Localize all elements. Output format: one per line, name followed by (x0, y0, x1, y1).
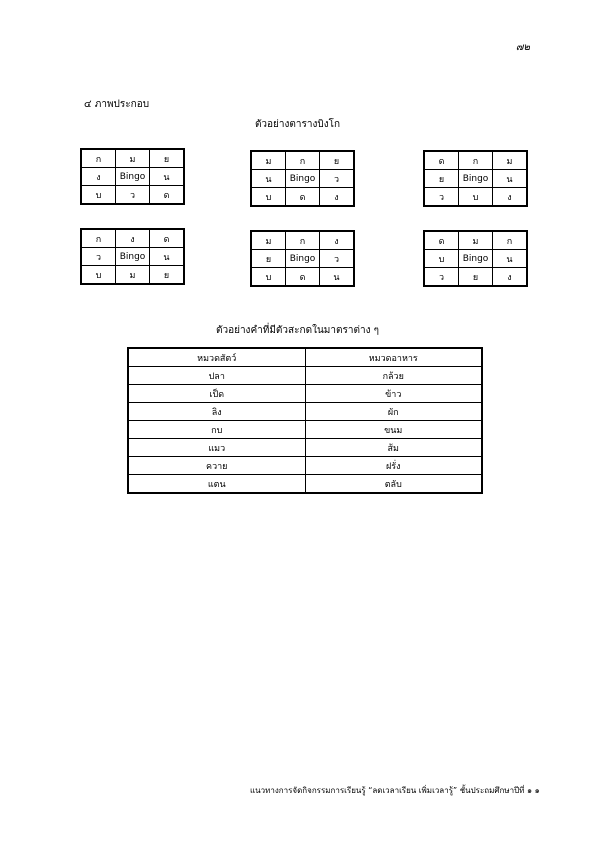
page-number: ๗๒ (515, 42, 530, 53)
table-cell: แมว (128, 439, 305, 457)
board-cell: ม (459, 231, 493, 250)
board-cell: ม (116, 266, 150, 285)
board-cell: ก (286, 151, 320, 170)
board-cell: บ (81, 186, 116, 205)
table-cell: ฝรั่ง (305, 457, 482, 475)
board-cell: ง (493, 188, 528, 207)
board-cell: ง (320, 188, 355, 207)
table-cell: กบ (128, 421, 305, 439)
board-cell: ก (493, 231, 528, 250)
table-row (128, 367, 482, 385)
board-cell: ง (116, 229, 150, 248)
board-cell: ง (320, 231, 355, 250)
column-header-animals: หมวดสัตว์ (128, 348, 305, 367)
board-cell: ก (81, 149, 116, 168)
board-cell: Bingo (459, 250, 493, 268)
board-cell: ว (320, 250, 355, 268)
table-cell: แตน (128, 475, 305, 494)
table-cell: กล้วย (305, 367, 482, 385)
column-header-food: หมวดอาหาร (305, 348, 482, 367)
board-cell: ว (320, 170, 355, 188)
table-cell: ส้ม (305, 439, 482, 457)
table-row (128, 385, 482, 403)
table-cell: ลิง (128, 403, 305, 421)
table-cell: ตลับ (305, 475, 482, 494)
board-cell: บ (459, 188, 493, 207)
board-cell: น (320, 268, 355, 287)
board-cell: ย (320, 151, 355, 170)
board-cell: น (493, 170, 528, 188)
board-cell: น (493, 250, 528, 268)
table-cell: ผัก (305, 403, 482, 421)
board-cell: ม (493, 151, 528, 170)
board-cell: ง (81, 168, 116, 186)
board-cell: ม (251, 231, 286, 250)
table-cell: ปลา (128, 367, 305, 385)
board-cell: บ (424, 250, 459, 268)
board-cell: น (150, 248, 185, 266)
table-cell: เป็ด (128, 385, 305, 403)
table-row (128, 475, 482, 494)
table-row (128, 457, 482, 475)
bingo-board-2 (250, 150, 355, 207)
board-cell: Bingo (286, 250, 320, 268)
board-cell: Bingo (116, 248, 150, 266)
board-cell: ม (251, 151, 286, 170)
board-cell: ด (286, 188, 320, 207)
section-heading: ๔ ภาพประกอบ (84, 99, 150, 110)
board-cell: ย (150, 149, 185, 168)
board-cell: ด (150, 186, 185, 205)
board-cell: ก (81, 229, 116, 248)
board-cell: ว (424, 188, 459, 207)
board-cell: น (251, 170, 286, 188)
bingo-board-1 (80, 148, 185, 205)
board-cell: ม (116, 149, 150, 168)
bingo-board-4 (80, 228, 185, 285)
board-cell: ด (150, 229, 185, 248)
words-title: ตัวอย่างคำที่มีตัวสะกดในมาตราต่าง ๆ (215, 325, 380, 336)
words-table (127, 347, 483, 494)
table-cell: ควาย (128, 457, 305, 475)
table-row (128, 439, 482, 457)
board-cell: ด (286, 268, 320, 287)
board-cell: ว (81, 248, 116, 266)
board-cell: บ (251, 188, 286, 207)
board-cell: ด (424, 151, 459, 170)
board-cell: ก (286, 231, 320, 250)
bingo-title: ตัวอย่างตารางบิงโก (254, 119, 341, 130)
table-row (128, 403, 482, 421)
board-cell: น (150, 168, 185, 186)
board-cell: บ (251, 268, 286, 287)
board-cell: ย (459, 268, 493, 287)
board-cell: Bingo (459, 170, 493, 188)
board-cell: ด (424, 231, 459, 250)
board-cell: ง (493, 268, 528, 287)
bingo-board-6 (423, 230, 528, 287)
page-footer: แนวทางการจัดกิจกรรมการเรียนรู้ “ลดเวลาเรียน เพิ่มเวลารู้” ชั้นประถมศึกษาปีที่ ๑ ๑ (250, 786, 540, 795)
table-header-row (128, 348, 482, 367)
board-cell: ย (251, 250, 286, 268)
board-cell: ย (424, 170, 459, 188)
table-cell: ขนม (305, 421, 482, 439)
bingo-board-3 (423, 150, 528, 207)
board-cell: ว (116, 186, 150, 205)
table-row (128, 421, 482, 439)
board-cell: ว (424, 268, 459, 287)
board-cell: ก (459, 151, 493, 170)
table-cell: ข้าว (305, 385, 482, 403)
board-cell: Bingo (116, 168, 150, 186)
board-cell: บ (81, 266, 116, 285)
board-cell: ย (150, 266, 185, 285)
bingo-board-5 (250, 230, 355, 287)
board-cell: Bingo (286, 170, 320, 188)
